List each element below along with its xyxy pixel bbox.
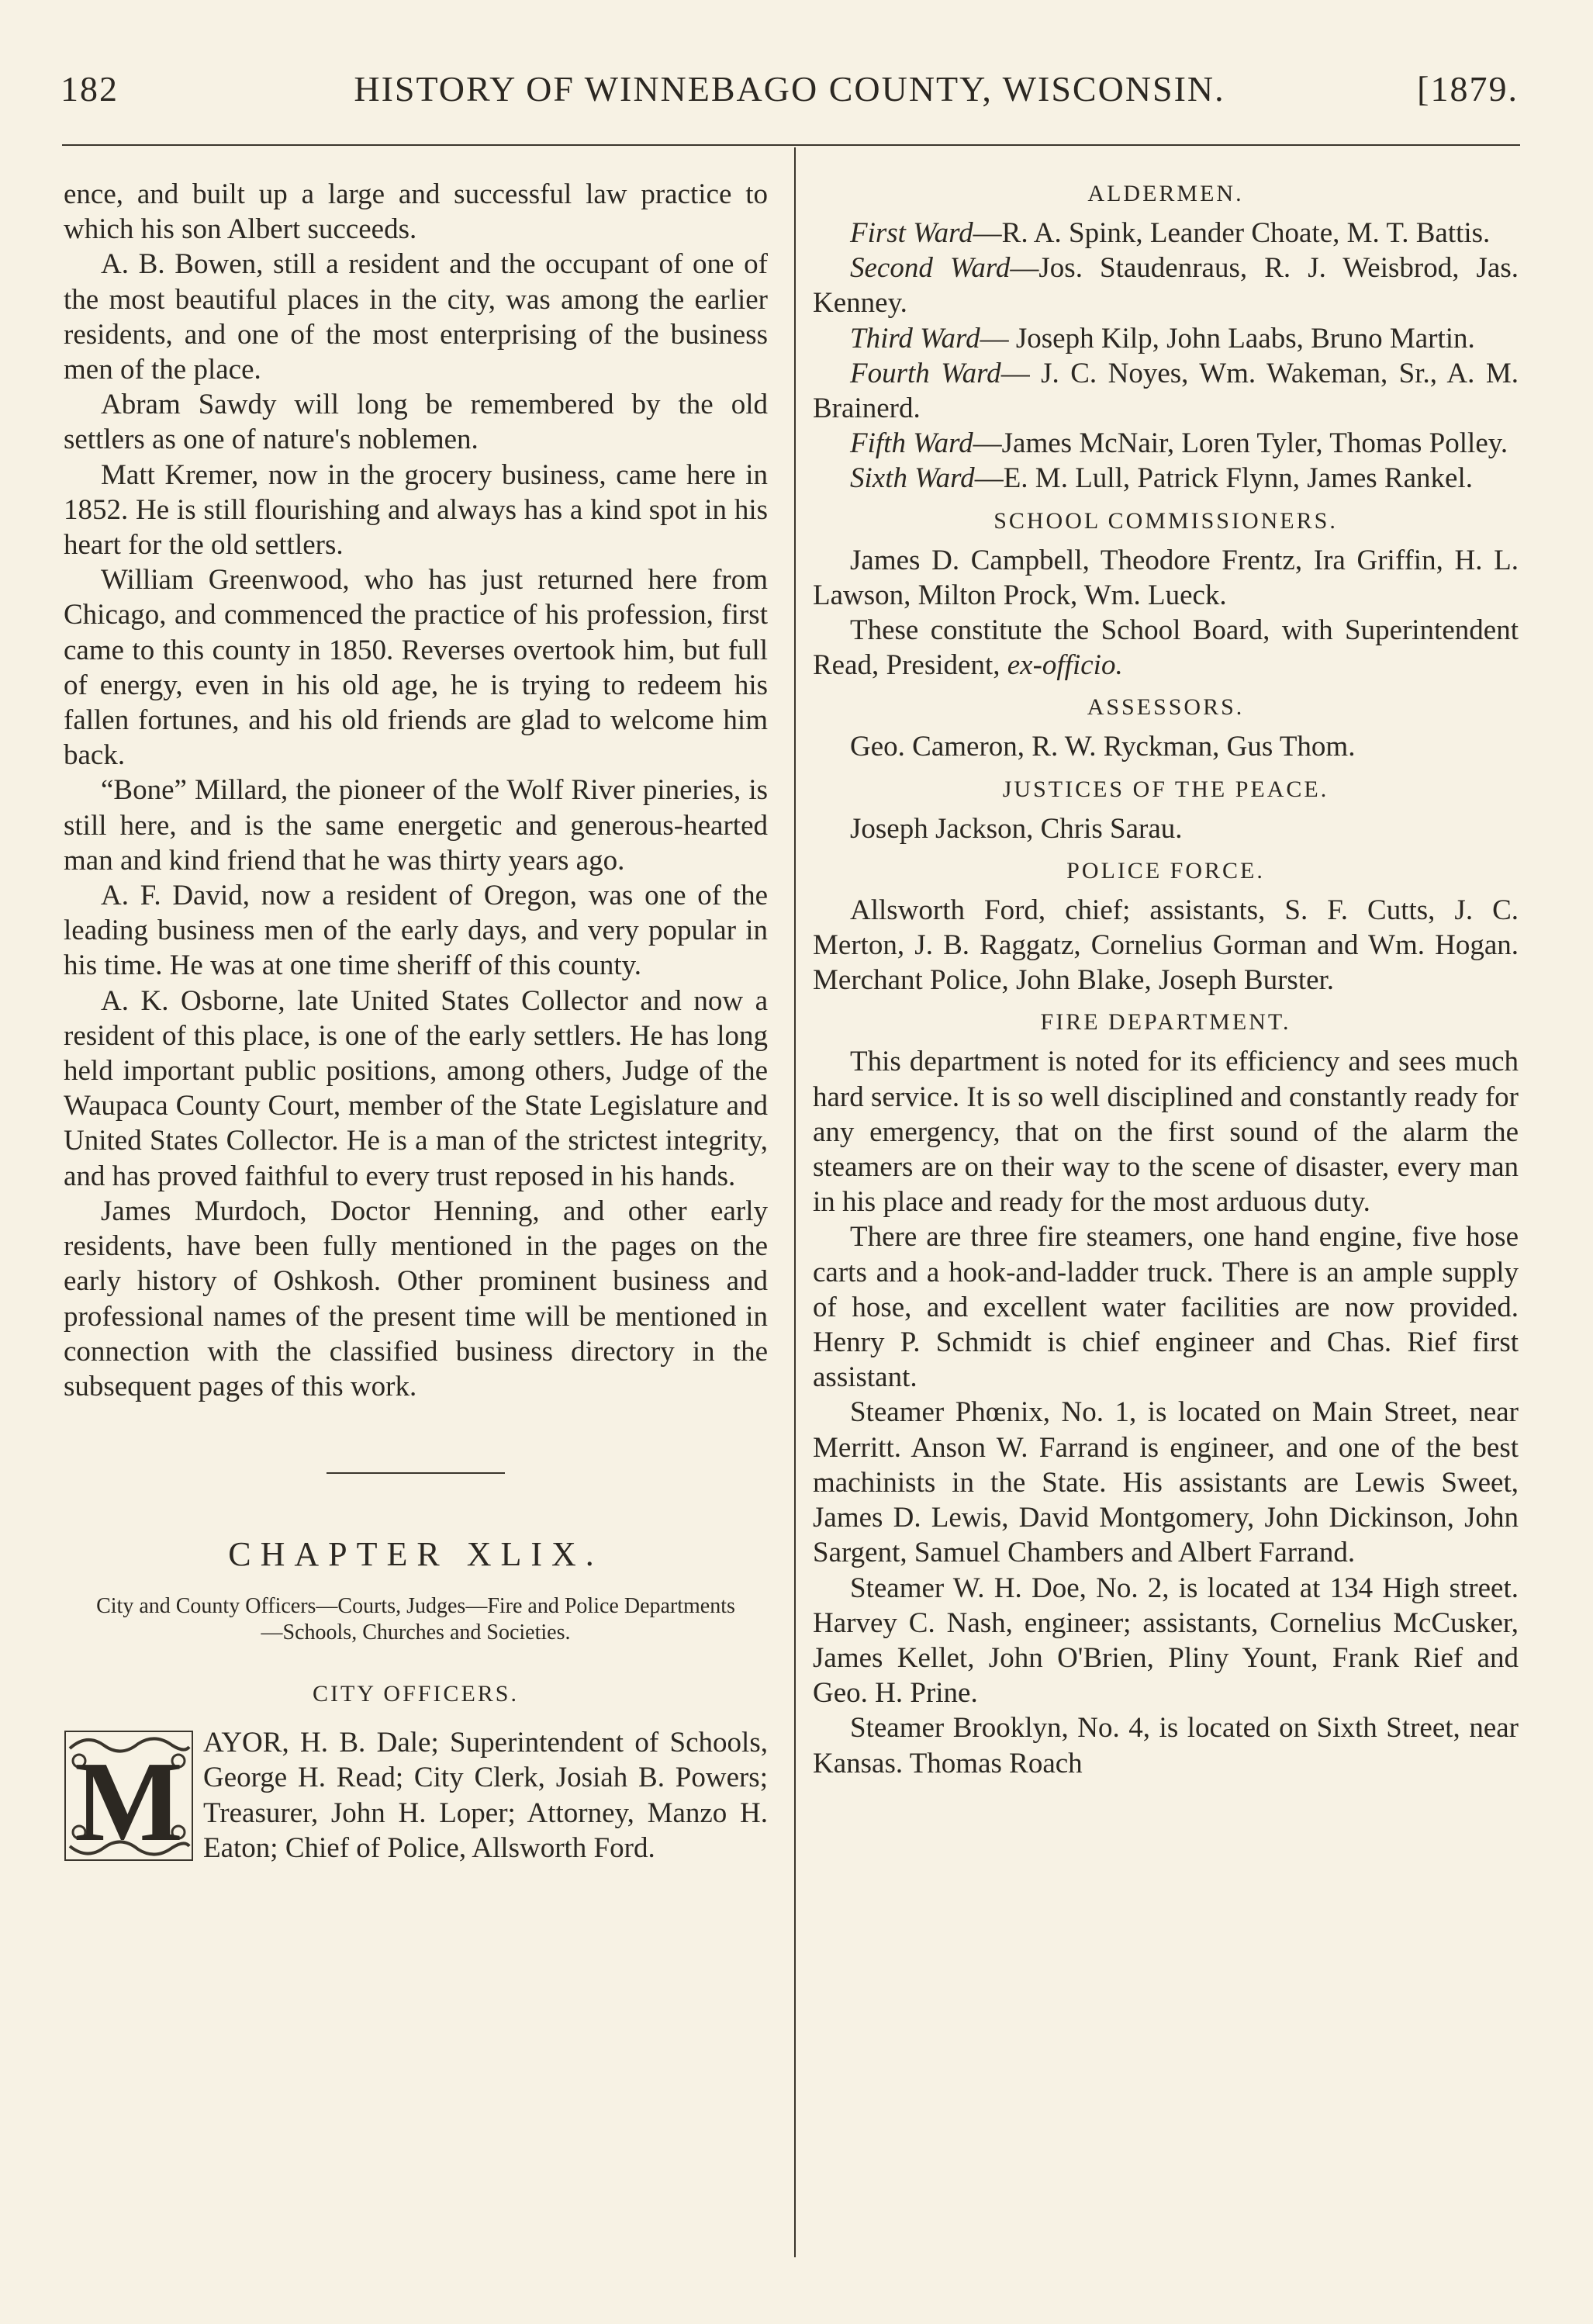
ward-names: — J. C. Noyes, Wm. Wakeman, Sr., A. M. Brainerd.: [813, 357, 1519, 425]
fire-paragraph: Steamer Phœnix, No. 1, is located on Main Street, near Merritt. Anson W. Farrand is engineer, and one of the best machinists in the State. His assistants are Lewis Sweet, James D. Lewis, David Montgomery, John Dickinson, John Sargent, Samuel Chambers and Albert Farrand.: [813, 1396, 1519, 1569]
ward-label: First Ward: [850, 217, 973, 249]
paragraph: ence, and built up a large and successful law practice to which his son Albert succeeds.: [64, 178, 768, 246]
police-text: Allsworth Ford, chief; assistants, S. F. Cutts, J. C. Merton, J. B. Raggatz, Cornelius Gorman and Wm. Hogan. Merchant Police, John Blake, Joseph Burster.: [813, 894, 1519, 997]
running-year: [1879.: [1417, 69, 1519, 109]
justices-heading: JUSTICES OF THE PEACE.: [1002, 776, 1329, 802]
city-officers-heading: CITY OFFICERS.: [313, 1681, 519, 1707]
running-title: HISTORY OF WINNEBAGO COUNTY, WISCONSIN.: [354, 69, 1225, 109]
ward-names: —R. A. Spink, Leander Choate, M. T. Battis.: [973, 217, 1491, 249]
paragraph: “Bone” Millard, the pioneer of the Wolf River pineries, is still here, and is the same energetic and generous-hearted man and kind friend that he was thirty years ago.: [64, 774, 768, 877]
paragraph: Matt Kremer, now in the grocery business, came here in 1852. He is still flourishing and always has a kind spot in his heart for the old settlers.: [64, 458, 768, 562]
ward-label: Sixth Ward: [850, 462, 975, 495]
column-divider: [794, 147, 796, 2257]
ward-entry: [813, 461, 1519, 496]
page-header: [60, 68, 1519, 123]
chapter-title: CHAPTER XLIX.: [228, 1535, 603, 1574]
paragraph: A. B. Bowen, still a resident and the occupant of one of the most beautiful places in the city, was among the earlier residents, and one of the most enterprising of the business men of the place.: [64, 248, 768, 386]
paragraph: A. F. David, now a resident of Oregon, was one of the leading business men of the early days, and very popular in his time. He was at one time sheriff of this county.: [64, 880, 768, 982]
school-board-text: [813, 613, 1519, 683]
ward-entry: [813, 426, 1519, 461]
header-rule: [62, 144, 1520, 146]
mayor-paragraph: [64, 1725, 768, 1866]
ward-names: —E. M. Lull, Patrick Flynn, James Rankel.: [974, 462, 1473, 495]
dropcap-letter: M: [74, 1738, 183, 1862]
ward-entry: [813, 216, 1519, 251]
ward-entry: [813, 321, 1519, 356]
police-heading: POLICE FORCE.: [1066, 857, 1265, 884]
ward-names: — Joseph Kilp, John Laabs, Bruno Martin.: [980, 322, 1475, 354]
school-text: James D. Campbell, Theodore Frentz, Ira Griffin, H. L. Lawson, Milton Prock, Wm. Lueck.: [813, 544, 1519, 611]
right-column: [813, 177, 1519, 1781]
ward-names: —Jos. Staudenraus, R. J. Weisbrod, Jas. Kenney.: [813, 252, 1519, 320]
assessors-heading: ASSESSORS.: [1087, 694, 1245, 721]
paragraph: William Greenwood, who has just returned here from Chicago, and commenced the practice of his profession, first came to this county in 1850. Reverses overtook him, but full of energy, even in his old age, he is trying to redeem his fallen fortunes, and his old friends are glad to welcome him back.: [64, 564, 768, 772]
ornamental-dropcap-m: [64, 1730, 194, 1862]
paragraph: Abram Sawdy will long be remembered by the old settlers as one of nature's noblemen.: [64, 389, 768, 456]
fire-paragraph: There are three fire steamers, one hand engine, five hose carts and a hook-and-ladder truck. There is an ample supply of hose, and excellent water facilities are now provided. Henry P. Schmidt is chief engineer and Chas. Rief first assistant.: [813, 1221, 1519, 1394]
page-number: 182: [60, 69, 119, 109]
school-heading: SCHOOL COMMISSIONERS.: [993, 507, 1338, 534]
ward-entry: [813, 251, 1519, 320]
chapter-subtitle: City and County Officers—Courts, Judges—Fire and Police Departments—Schools, Churches and Societies.: [96, 1594, 735, 1645]
fire-paragraph: Steamer W. H. Doe, No. 2, is located at 134 High street. Harvey C. Nash, engineer; assistants, Cornelius McCusker, James Kellet, John O'Brien, Pliny Yount, Frank Rief and Geo. H. Prine.: [813, 1572, 1519, 1710]
ward-names: —James McNair, Loren Tyler, Thomas Polley.: [973, 427, 1508, 460]
school-board-italic: ex-officio.: [1007, 649, 1123, 682]
mayor-text: AYOR, H. B. Dale; Superintendent of Schools, George H. Read; City Clerk, Josiah B. Powers; Treasurer, John H. Loper; Attorney, Manzo H. Eaton; Chief of Police, Allsworth Ford.: [203, 1727, 768, 1864]
ward-label: Second Ward: [850, 252, 1011, 285]
ward-label: Fourth Ward: [850, 357, 1001, 389]
fire-paragraph: This department is noted for its efficiency and sees much hard service. It is so well disciplined and constantly ready for any emergency, that on the first sound of the alarm the steamers are on their way to the scene of disaster, every man in his place and ready for the most arduous duty.: [813, 1046, 1519, 1219]
aldermen-heading: ALDERMEN.: [1087, 181, 1244, 206]
school-board-main: These constitute the School Board, with Superintendent Read, President,: [813, 614, 1519, 682]
paragraph: A. K. Osborne, late United States Collector and now a resident of this place, is one of the early settlers. He has long held important public positions, among others, Judge of the Waupaca County Court, member of the State Legislature and United States Collector. He is a man of the strictest integrity, and has proved faithful to every trust reposed in his hands.: [64, 984, 768, 1192]
assessors-text: Geo. Cameron, R. W. Ryckman, Gus Thom.: [850, 731, 1356, 763]
justices-text: Joseph Jackson, Chris Sarau.: [850, 812, 1183, 845]
left-column: [64, 177, 768, 1866]
ward-entry: [813, 356, 1519, 426]
fire-heading: FIRE DEPARTMENT.: [1040, 1009, 1291, 1036]
fire-paragraph: Steamer Brooklyn, No. 4, is located on Sixth Street, near Kansas. Thomas Roach: [813, 1712, 1519, 1779]
ward-label: Third Ward: [850, 322, 980, 354]
section-rule: [327, 1472, 505, 1474]
ward-label: Fifth Ward: [850, 427, 973, 460]
paragraph: James Murdoch, Doctor Henning, and other early residents, have been fully mentioned in the pages on the early history of Oshkosh. Other prominent business and professional names of the present time will be mentioned in connection with the classified business directory in the subsequent pages of this work.: [64, 1195, 768, 1402]
